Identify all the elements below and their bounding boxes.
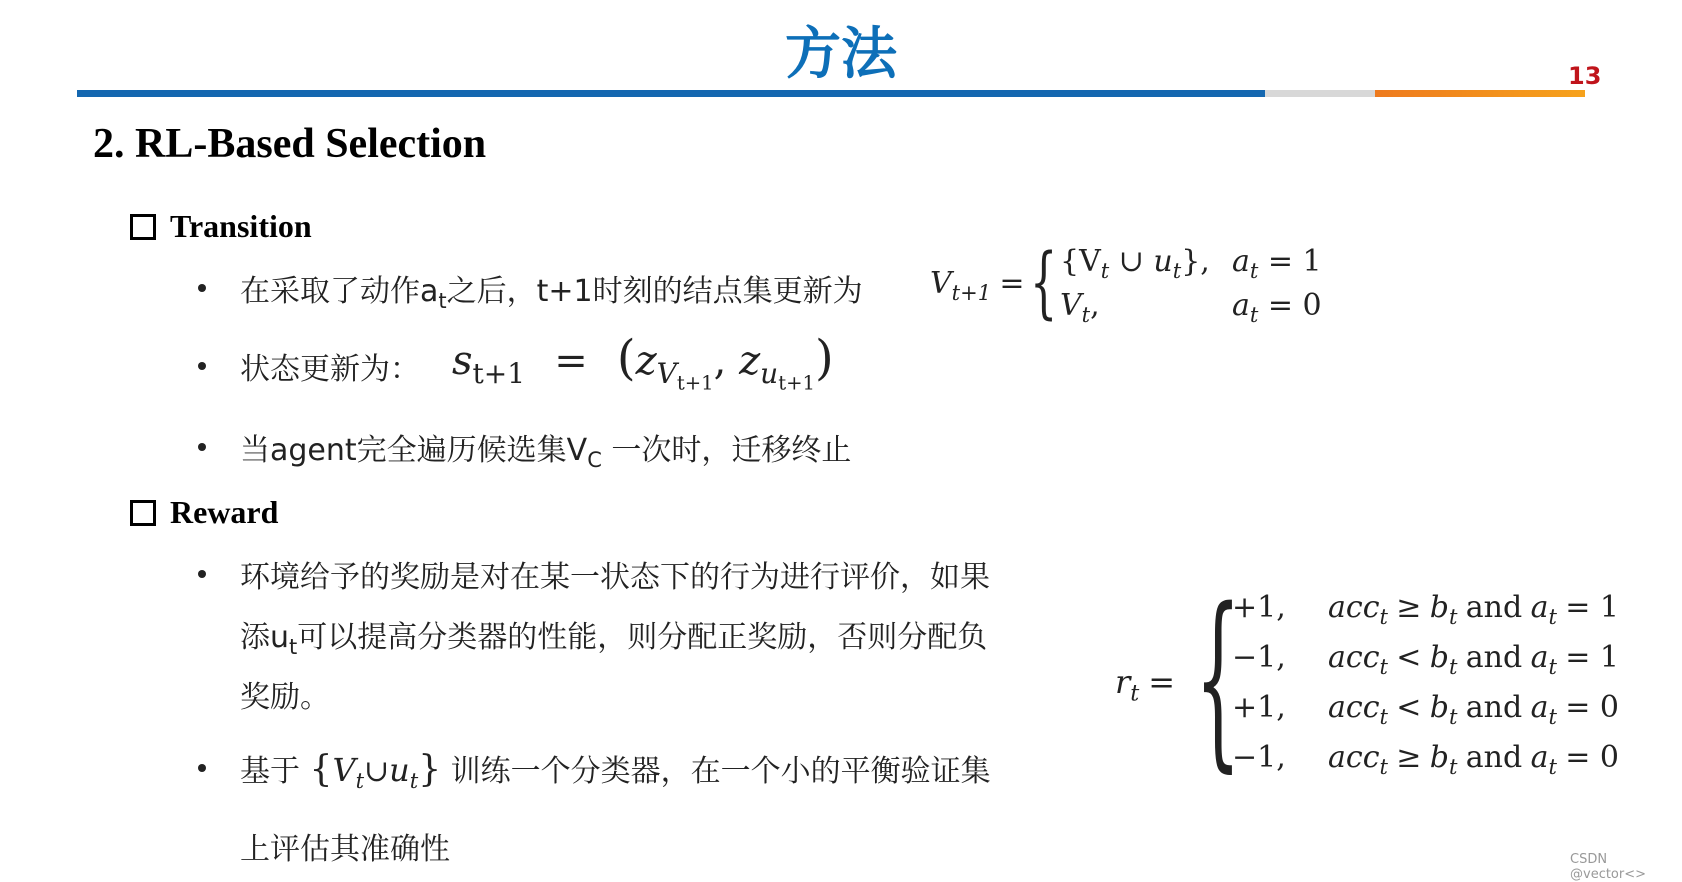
text: a: [1232, 288, 1250, 323]
text: V: [1060, 288, 1082, 323]
case-cond-1: [1232, 244, 1322, 283]
case-b-sub: t: [1449, 755, 1458, 779]
reward-bullet-1-line-2: [240, 612, 987, 659]
text: {V: [1060, 244, 1101, 279]
brace: {: [309, 749, 333, 790]
case-value: +1,: [1232, 590, 1286, 625]
header-band-blue: [77, 90, 1267, 97]
case-a-value: = 0: [1565, 740, 1620, 775]
var-subsub: t+1: [676, 371, 714, 395]
text-sub: t: [1249, 259, 1259, 283]
case-value: +1,: [1232, 690, 1286, 725]
transition-bullet-2: [240, 344, 420, 388]
reward-case-row: [1232, 590, 1619, 629]
case-and: and: [1465, 640, 1523, 675]
checkbox-icon: [130, 214, 156, 240]
text: 训练一个分类器，在一个小的平衡验证集: [450, 754, 991, 789]
paren: ): [814, 330, 834, 386]
case-row-2: [1060, 288, 1100, 327]
text-sub: t: [1249, 303, 1259, 327]
var-sub: t: [409, 769, 419, 793]
reward-bullet-2-line-2: 上评估其准确性: [240, 832, 450, 867]
case-a-value: = 0: [1565, 690, 1620, 725]
case-acc: acc: [1328, 640, 1380, 675]
case-b-sub: t: [1449, 605, 1458, 629]
text: ,: [1090, 288, 1100, 323]
case-and: and: [1465, 740, 1523, 775]
formula-lhs: [1115, 663, 1175, 706]
text-sub: t: [1172, 259, 1182, 283]
case-acc: acc: [1328, 740, 1380, 775]
text: a: [1232, 244, 1250, 279]
var: z: [635, 338, 657, 384]
case-and: and: [1465, 690, 1523, 725]
watermark: CSDN @vector<>: [1570, 852, 1647, 882]
text-sub: t: [438, 289, 447, 313]
brace-icon: {: [1030, 238, 1058, 328]
brace: }: [418, 749, 442, 790]
case-b: b: [1429, 590, 1449, 625]
paren: (: [616, 330, 636, 386]
state-formula: [452, 330, 834, 395]
transition-label: Transition: [170, 208, 312, 244]
var-sub: t+1: [951, 281, 992, 305]
slide-title: 方法: [785, 22, 897, 87]
case-relation: ≥: [1396, 590, 1422, 625]
reward-bullet-2-line-1: [240, 746, 991, 793]
case-a: a: [1530, 640, 1549, 675]
text: },: [1181, 244, 1210, 279]
comma: ,: [713, 338, 740, 384]
equals: =: [1148, 663, 1175, 701]
text-sub: C: [587, 448, 602, 472]
bullet-icon: [198, 570, 206, 578]
header-band-orange: [1375, 90, 1585, 97]
text: = 0: [1258, 288, 1322, 323]
formula-lhs: [930, 266, 1025, 305]
var: r: [1115, 663, 1131, 701]
text: 可以提高分类器的性能，则分配正奖励，否则分配负: [297, 620, 988, 655]
section-heading: 2. RL-Based Selection: [93, 121, 487, 167]
reward-case-row: [1232, 690, 1619, 729]
case-b-sub: t: [1449, 655, 1458, 679]
header-band-gray: [1265, 90, 1377, 97]
var-sub: V: [656, 357, 677, 390]
case-b: b: [1429, 690, 1449, 725]
case-acc: acc: [1328, 690, 1380, 725]
text-sub: t: [289, 635, 298, 659]
case-a-sub: t: [1548, 755, 1557, 779]
text-sub: t: [1081, 303, 1091, 327]
case-cond-2: [1232, 288, 1322, 327]
brace-icon: {: [1195, 568, 1241, 789]
text: 添u: [240, 620, 290, 655]
bullet-icon: [198, 764, 206, 772]
case-a-sub: t: [1548, 655, 1557, 679]
reward-bullet-1-line-3: 奖励。: [240, 680, 330, 715]
case-a: a: [1530, 740, 1549, 775]
reward-label: Reward: [170, 494, 279, 530]
bullet-icon: [198, 362, 206, 370]
case-b: b: [1429, 740, 1449, 775]
text: 基于: [240, 754, 300, 789]
text: 状态更新为：: [240, 352, 420, 387]
case-acc-sub: t: [1379, 755, 1388, 779]
equals: =: [554, 338, 588, 384]
case-relation: ≥: [1396, 740, 1422, 775]
var-sub: u: [760, 357, 779, 390]
reward-case-row: [1232, 740, 1619, 779]
case-relation: <: [1396, 690, 1422, 725]
case-acc: acc: [1328, 590, 1380, 625]
text-sub: t: [1100, 259, 1110, 283]
var: u: [389, 751, 410, 789]
equals: =: [999, 266, 1025, 301]
page-number: 13: [1568, 62, 1602, 90]
var-sub: t: [1130, 680, 1140, 707]
union: ∪: [364, 754, 390, 789]
text: 在采取了动作a: [240, 274, 439, 309]
case-acc-sub: t: [1379, 605, 1388, 629]
case-value: −1,: [1232, 740, 1286, 775]
checkbox-icon: [130, 500, 156, 526]
text: 一次时，迁移终止: [601, 433, 852, 468]
var: V: [930, 266, 952, 301]
text: 之后，t+1时刻的结点集更新为: [446, 274, 863, 309]
case-a-value: = 1: [1565, 640, 1620, 675]
transition-bullet-1: [240, 266, 863, 313]
text: 当agent完全遍历候选集V: [240, 433, 588, 468]
case-value: −1,: [1232, 640, 1286, 675]
var: z: [739, 338, 761, 384]
case-relation: <: [1396, 640, 1422, 675]
text: ∪ u: [1109, 244, 1173, 279]
bullet-icon: [198, 284, 206, 292]
case-acc-sub: t: [1379, 705, 1388, 729]
case-a: a: [1530, 590, 1549, 625]
var-sub: t: [355, 769, 365, 793]
transition-heading: [130, 208, 312, 245]
case-b: b: [1429, 640, 1449, 675]
case-b-sub: t: [1449, 705, 1458, 729]
var: s: [452, 338, 473, 384]
case-a-sub: t: [1548, 705, 1557, 729]
reward-case-row: [1232, 640, 1619, 679]
case-and: and: [1465, 590, 1523, 625]
transition-bullet-3: [240, 425, 851, 472]
case-acc-sub: t: [1379, 655, 1388, 679]
reward-heading: [130, 494, 278, 531]
case-a: a: [1530, 690, 1549, 725]
case-a-value: = 1: [1565, 590, 1620, 625]
var: V: [332, 751, 356, 789]
var-subsub: t+1: [778, 371, 815, 395]
case-row-1: [1060, 244, 1210, 283]
var-sub: t+1: [472, 357, 526, 390]
case-a-sub: t: [1548, 605, 1557, 629]
reward-bullet-1-line-1: 环境给予的奖励是对在某一状态下的行为进行评价，如果: [240, 560, 990, 595]
text: = 1: [1258, 244, 1322, 279]
bullet-icon: [198, 443, 206, 451]
